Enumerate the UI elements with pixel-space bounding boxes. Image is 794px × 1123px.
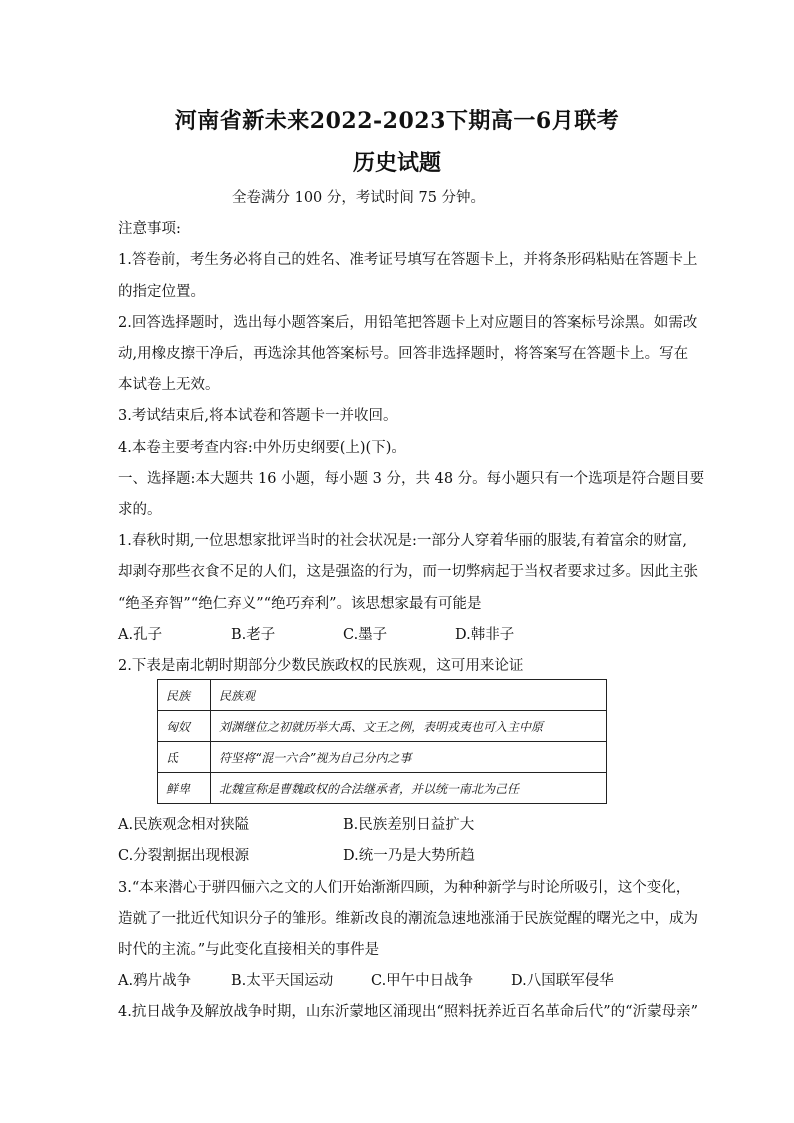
table-header-row: [158, 680, 607, 711]
table-header-cell: 民族观: [211, 680, 607, 711]
table-cell: 匈奴: [158, 711, 211, 742]
table-cell: 鲜卑: [158, 773, 211, 804]
option-d: D.八国联军侵华: [511, 973, 614, 989]
section-heading: 一、选择题:本大题共 16 小题，每小题 3 分，共 48 分。每小题只有一个选项是符合题目要: [118, 471, 705, 487]
table-row: [158, 773, 607, 804]
option-a: A.孔子: [118, 627, 163, 643]
question-stem: 4.抗日战争及解放战争时期，山东沂蒙地区涌现出“照料抚养近百名革命后代”的“沂蒙母亲”: [118, 1004, 698, 1020]
question-stem: 却剥夺那些衣食不足的人们，这是强盗的行为，而一切弊病起于当权者要求过多。因此主张: [118, 564, 698, 580]
notice-line: 本试卷上无效。: [118, 377, 220, 393]
table-cell: 符坚将“混一六合”视为自己分内之事: [211, 742, 607, 773]
notice-line: 1.答卷前，考生务必将自己的姓名、准考证号填写在答题卡上，并将条形码粘贴在答题卡上: [118, 252, 698, 268]
page-subtitle: 历史试题: [352, 150, 441, 176]
question-stem: 2.下表是南北朝时期部分少数民族政权的民族观，这可用来论证: [118, 658, 524, 674]
notice-heading: 注意事项:: [118, 221, 181, 237]
exam-info: 全卷满分 100 分，考试时间 75 分钟。: [232, 190, 486, 206]
option-c: C.分裂割据出现根源: [118, 848, 250, 864]
question-stem: “绝圣弃智”“绝仁弃义”“绝巧弃利”。该思想家最有可能是: [118, 596, 482, 612]
table-row: [158, 742, 607, 773]
table-cell: 刘渊继位之初就历举大禹、文王之例，表明戎夷也可入主中原: [211, 711, 607, 742]
option-a: A.民族观念相对狭隘: [118, 817, 250, 833]
option-c: C.甲午中日战争: [371, 973, 474, 989]
notice-line: 3.考试结束后,将本试卷和答题卡一并收回。: [118, 408, 398, 424]
option-b: B.老子: [231, 627, 276, 643]
question-stem: 3.“本来潜心于骈四俪六之文的人们开始渐渐四顾，为种种新学与时论所吸引，这个变化，: [118, 880, 691, 896]
table-cell: 北魏宣称是曹魏政权的合法继承者，并以统一南北为己任: [211, 773, 607, 804]
option-d: D.统一乃是大势所趋: [343, 848, 475, 864]
notice-line: 4.本卷主要考查内容:中外历史纲要(上)(下)。: [118, 440, 406, 456]
notice-line: 动,用橡皮擦干净后，再选涂其他答案标号。回答非选择题时，将答案写在答题卡上。写在: [118, 346, 689, 362]
question-stem: 造就了一批近代知识分子的雏形。维新改良的潮流急速地涨涌于民族觉醒的曙光之中，成为: [118, 911, 698, 927]
section-heading: 求的。: [118, 502, 162, 518]
option-b: B.民族差别日益扩大: [343, 817, 475, 833]
nation-table: [157, 679, 607, 804]
question-stem: 1.春秋时期,一位思想家批评当时的社会状况是:一部分人穿着华丽的服装,有着富余的财富,: [118, 533, 688, 549]
table-cell: 氐: [158, 742, 211, 773]
option-b: B.太平天国运动: [231, 973, 334, 989]
question-stem: 时代的主流。”与此变化直接相关的事件是: [118, 942, 380, 958]
table-header-cell: 民族: [158, 680, 211, 711]
option-c: C.墨子: [343, 627, 388, 643]
notice-line: 的指定位置。: [118, 284, 205, 300]
option-d: D.韩非子: [455, 627, 515, 643]
page-title: 河南省新未来2022-2023下期高一6月联考: [174, 108, 620, 134]
option-a: A.鸦片战争: [118, 973, 192, 989]
notice-line: 2.回答选择题时，选出每小题答案后，用铅笔把答题卡上对应题目的答案标号涂黑。如需改: [118, 315, 698, 331]
table-row: [158, 711, 607, 742]
